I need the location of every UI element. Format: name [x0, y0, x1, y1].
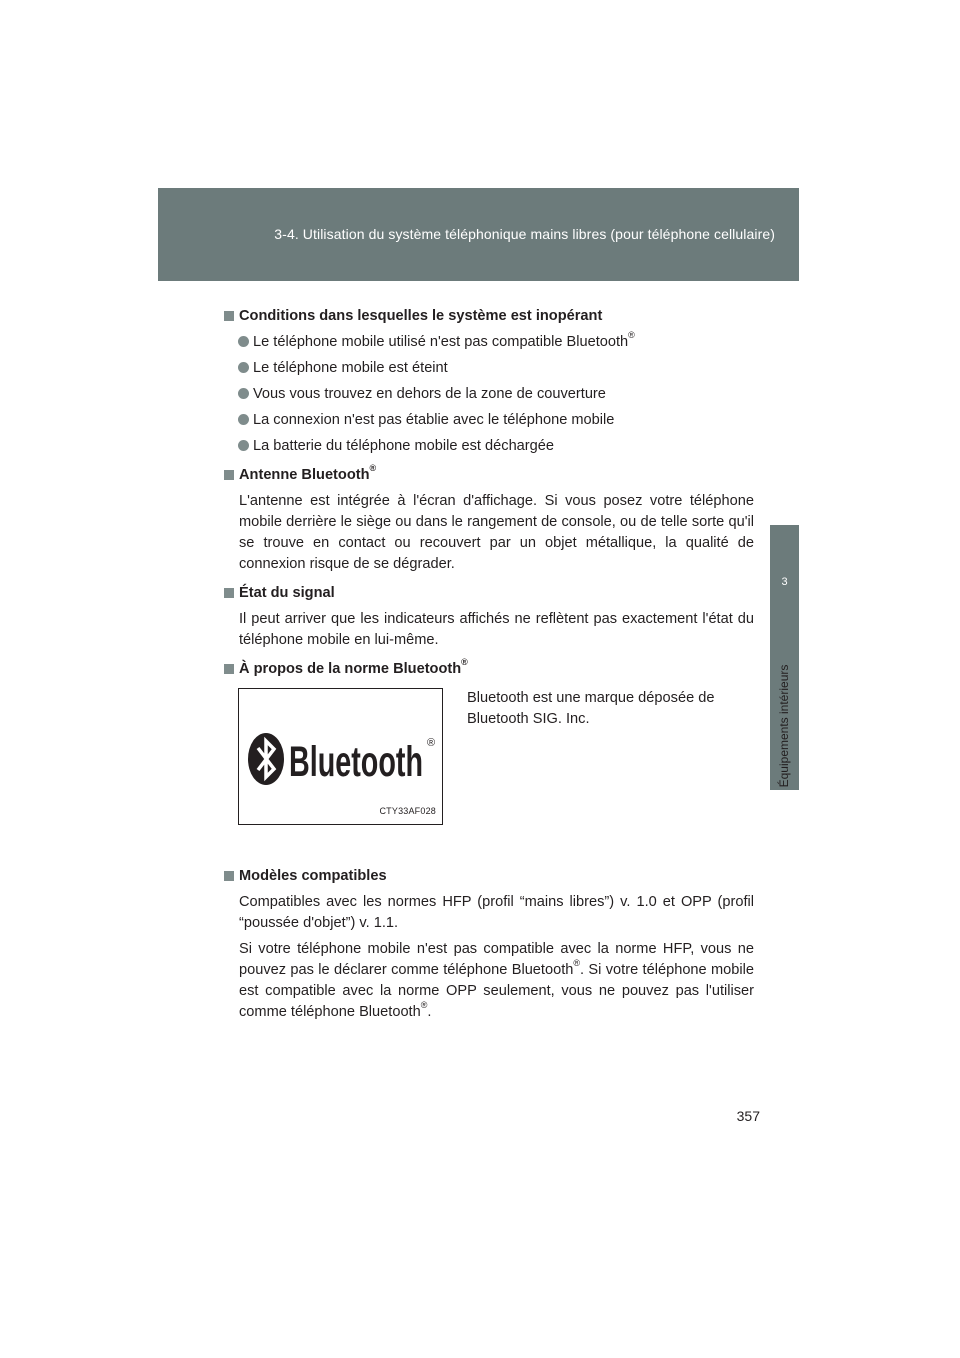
bluetooth-logo-figure: [238, 688, 443, 825]
list-item: Le téléphone mobile est éteint: [224, 358, 754, 379]
chapter-label: Équipements intérieurs: [777, 664, 791, 788]
header-bar: [158, 188, 799, 281]
paragraph-antenne: L'antenne est intégrée à l'écran d'affichage. Si vous posez votre téléphone mobile derrière le siège ou dans le rangement de console, ou de telle sorte qu'il se trouve en contact ou recouvert par un objet métallique, la qualité de connexion risque de se dégrader.: [239, 493, 754, 572]
paragraph-signal: Il peut arriver que les indicateurs affichés ne reflètent pas exactement l'état du téléphone mobile en lui-même.: [239, 611, 754, 648]
svg-text:®: ®: [427, 737, 436, 749]
page-number: 357: [736, 1108, 760, 1124]
section-heading-apropos: À propos de la norme Bluetooth®: [224, 659, 754, 680]
section-heading-modeles: Modèles compatibles: [224, 866, 754, 887]
section-heading-antenne: Antenne Bluetooth®: [224, 465, 754, 486]
svg-text:Bluetooth: Bluetooth: [289, 738, 423, 786]
list-item: La batterie du téléphone mobile est déchargée: [224, 436, 754, 457]
figure-code: CTY33AF028: [379, 806, 436, 816]
square-bullet-icon: [224, 311, 234, 321]
list-item: Le téléphone mobile utilisé n'est pas compatible Bluetooth®: [224, 332, 754, 353]
paragraph-modeles-2: Si votre téléphone mobile n'est pas compatible avec la norme HFP, vous ne pouvez pas le déclarer comme téléphone Bluetooth®. Si votre téléphone mobile est compatible avec la norme OPP seulement, vous ne pouvez pas l'utiliser comme téléphone Bluetooth®.: [239, 941, 755, 1020]
header-title: 3-4. Utilisation du système téléphonique mains libres (pour téléphone cellulaire): [274, 226, 775, 242]
round-bullet-icon: [238, 414, 249, 425]
square-bullet-icon: [224, 588, 234, 598]
bluetooth-logo-icon: [247, 731, 437, 787]
square-bullet-icon: [224, 664, 234, 674]
trademark-note: Bluetooth est une marque déposée de Bluetooth SIG. Inc.: [467, 690, 715, 727]
list-item: La connexion n'est pas établie avec le téléphone mobile: [224, 410, 754, 431]
paragraph-modeles-1: Compatibles avec les normes HFP (profil “mains libres”) v. 1.0 et OPP (profil “poussée d'objet”) v. 1.1.: [239, 894, 754, 931]
section-heading-conditions: Conditions dans lesquelles le système est inopérant: [224, 306, 754, 327]
bluetooth-figure-block: [224, 688, 754, 858]
round-bullet-icon: [238, 388, 249, 399]
chapter-number: 3: [781, 576, 788, 588]
round-bullet-icon: [238, 336, 249, 347]
section-heading-signal: État du signal: [224, 583, 754, 604]
page-content: [224, 306, 754, 1023]
round-bullet-icon: [238, 362, 249, 373]
square-bullet-icon: [224, 470, 234, 480]
round-bullet-icon: [238, 440, 249, 451]
list-item: Vous vous trouvez en dehors de la zone de couverture: [224, 384, 754, 405]
square-bullet-icon: [224, 871, 234, 881]
